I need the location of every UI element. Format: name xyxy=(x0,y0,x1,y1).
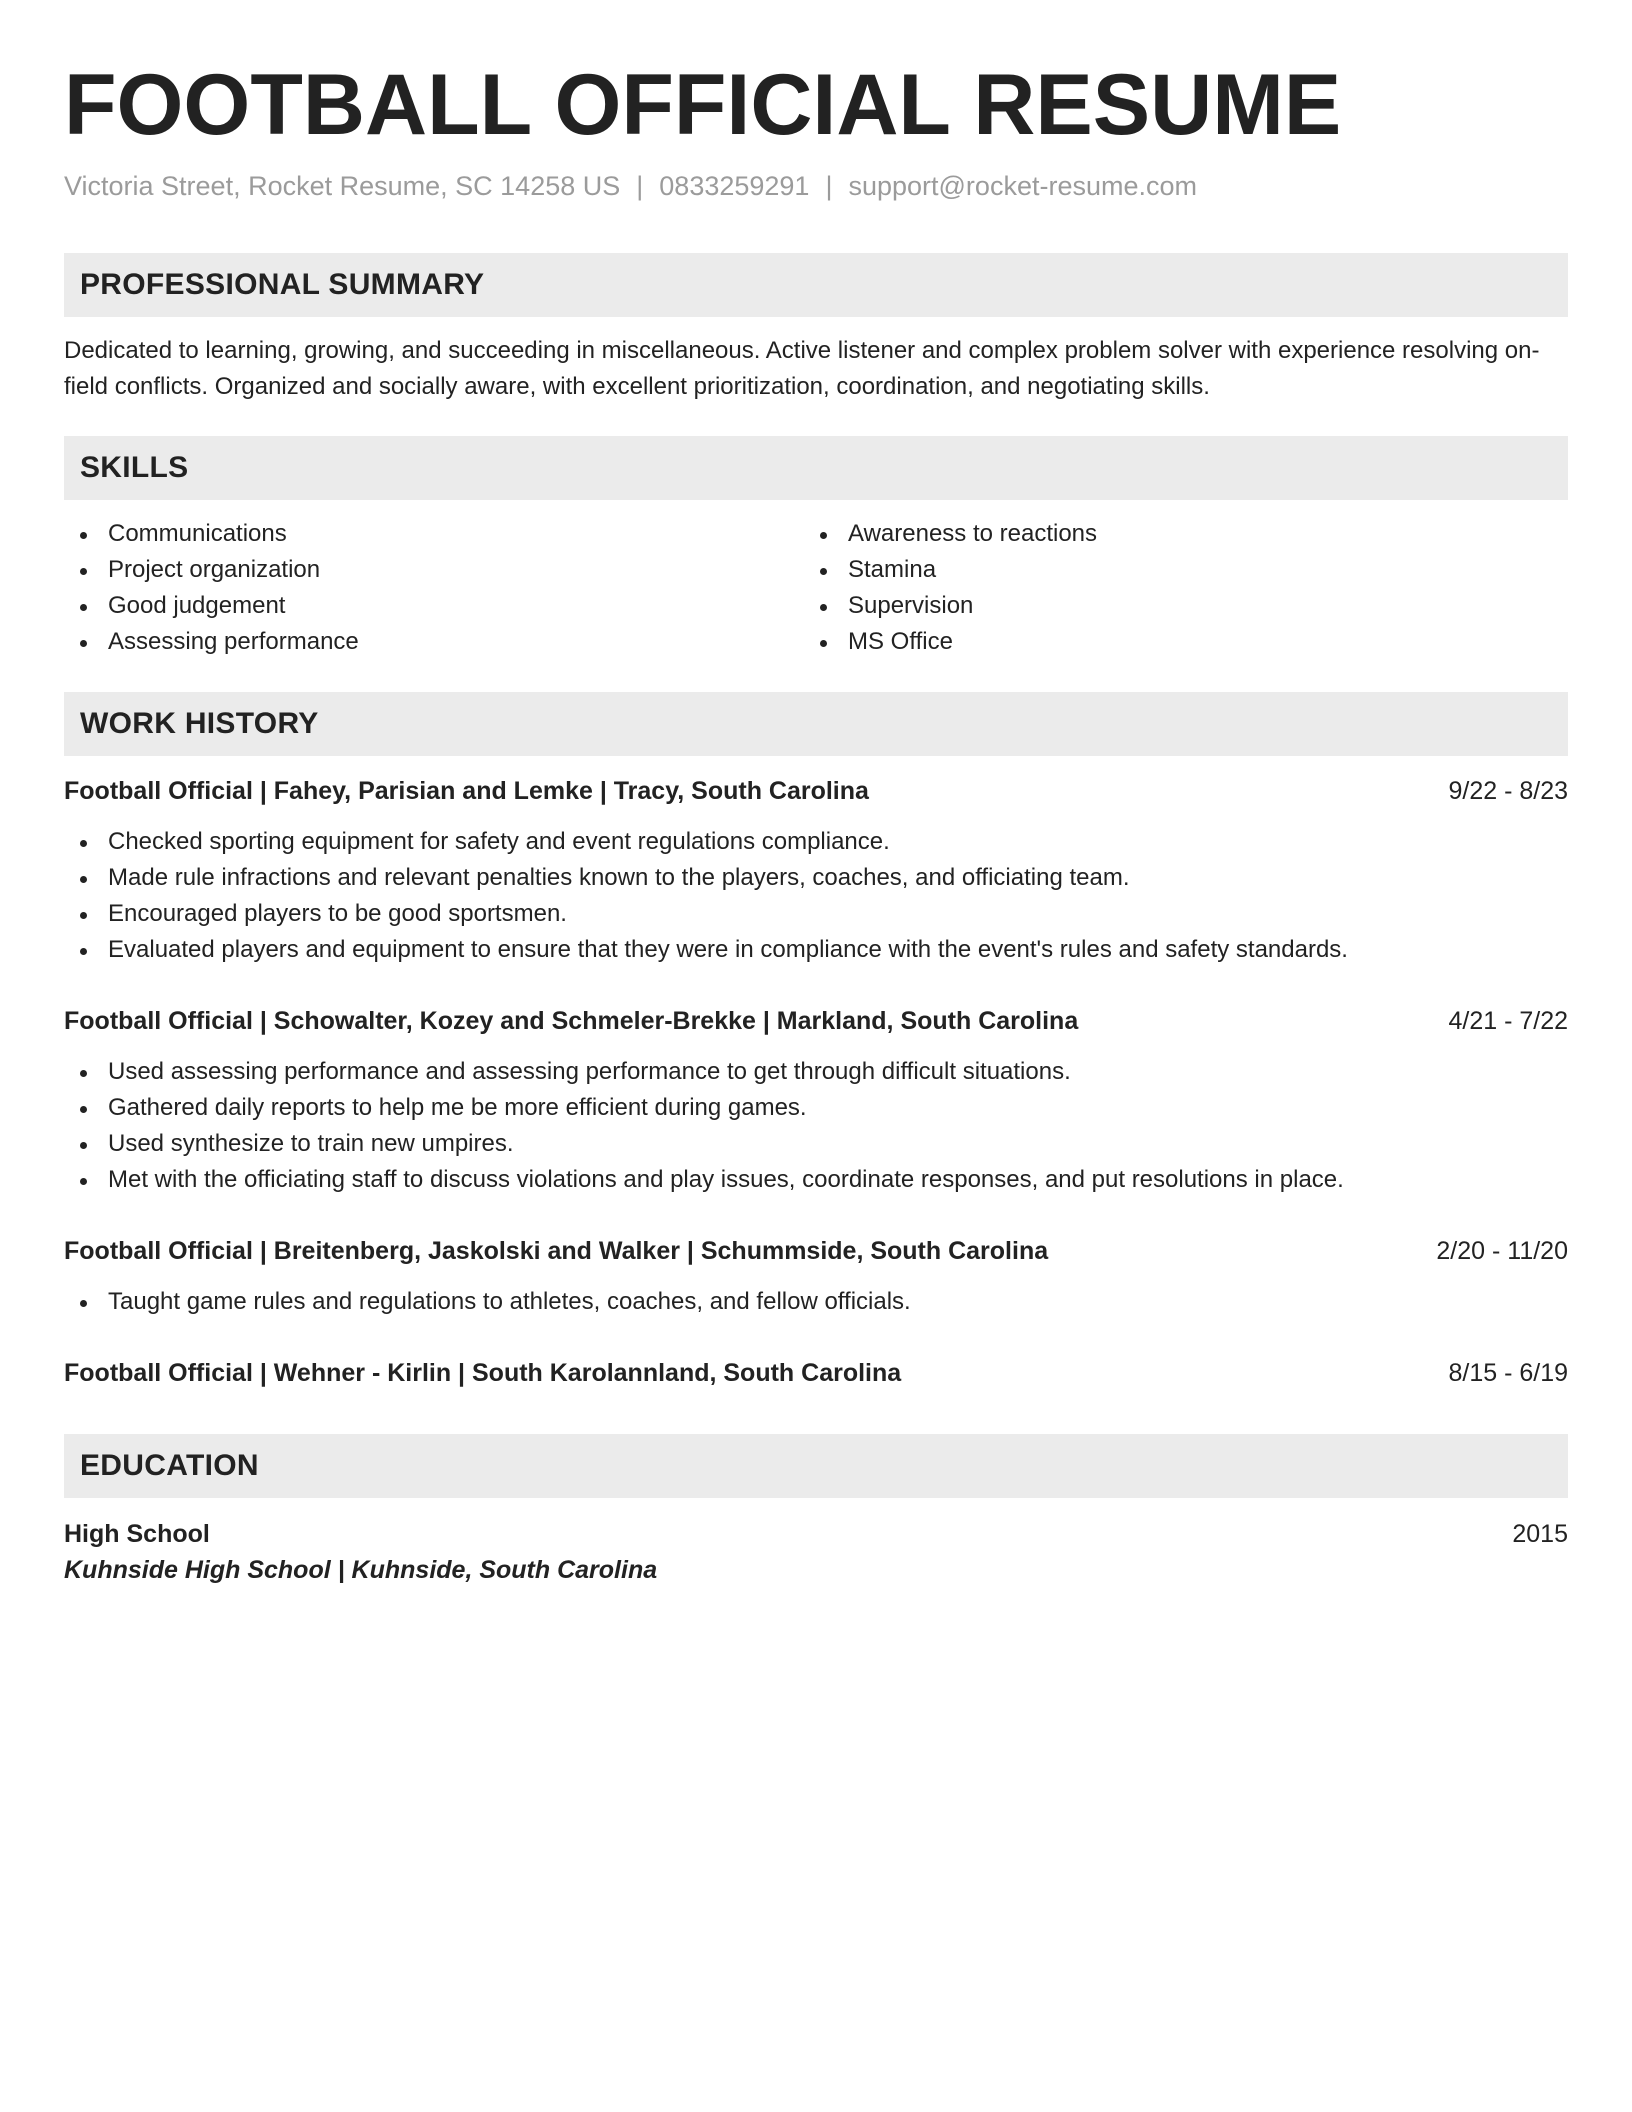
job-duty: Met with the officiating staff to discuss violations and play issues, coordinate responses, and put resolutions in place. xyxy=(64,1162,1568,1198)
skill-item: Supervision xyxy=(804,588,1568,624)
job-dates: 9/22 - 8/23 xyxy=(1448,777,1568,805)
education-degree: High School xyxy=(64,1520,210,1548)
contact-separator: | xyxy=(825,171,833,201)
job-header xyxy=(64,1234,1568,1268)
job-entry xyxy=(64,1356,1568,1390)
job-header xyxy=(64,1356,1568,1390)
education-header xyxy=(64,1516,1568,1552)
resume-header xyxy=(64,56,1568,203)
education-entry xyxy=(64,1516,1568,1588)
section-header-summary: PROFESSIONAL SUMMARY xyxy=(64,253,1568,317)
summary-text: Dedicated to learning, growing, and succeeding in miscellaneous. Active listener and complex problem solver with experience resolving on-field conflicts. Organized and socially aware, with excellent prioritization, coordination, and negotiating skills. xyxy=(64,337,1540,400)
job-duty: Used synthesize to train new umpires. xyxy=(64,1126,1568,1162)
contact-separator: | xyxy=(636,171,644,201)
job-duty: Made rule infractions and relevant penalties known to the players, coaches, and officiating team. xyxy=(64,860,1568,896)
job-duties xyxy=(64,1054,1568,1198)
skill-item: Communications xyxy=(64,516,804,552)
job-duty: Encouraged players to be good sportsmen. xyxy=(64,896,1568,932)
skills-list xyxy=(64,516,1568,660)
job-duties xyxy=(64,1284,1568,1320)
job-title: Football Official | Schowalter, Kozey and Schmeler-Brekke | Markland, South Carolina xyxy=(64,1007,1079,1035)
job-title: Football Official | Wehner - Kirlin | South Karolannland, South Carolina xyxy=(64,1359,902,1387)
skill-item: MS Office xyxy=(804,624,1568,660)
skill-item: Awareness to reactions xyxy=(804,516,1568,552)
job-header xyxy=(64,774,1568,808)
job-title: Football Official | Fahey, Parisian and Lemke | Tracy, South Carolina xyxy=(64,777,869,805)
education-school: Kuhnside High School | Kuhnside, South Carolina xyxy=(64,1556,658,1584)
job-duty: Evaluated players and equipment to ensure that they were in compliance with the event's rules and safety standards. xyxy=(64,932,1568,968)
skill-item: Project organization xyxy=(64,552,804,588)
job-dates: 2/20 - 11/20 xyxy=(1436,1237,1568,1265)
education-year: 2015 xyxy=(1512,1520,1568,1548)
resume-title: FOOTBALL OFFICIAL RESUME xyxy=(64,57,1342,153)
contact-phone: 0833259291 xyxy=(659,171,810,201)
job-header xyxy=(64,1004,1568,1038)
job-duty: Taught game rules and regulations to athletes, coaches, and fellow officials. xyxy=(64,1284,1568,1320)
skill-item: Stamina xyxy=(804,552,1568,588)
job-entry xyxy=(64,1234,1568,1320)
section-header-work-history: WORK HISTORY xyxy=(64,692,1568,756)
job-duties xyxy=(64,824,1568,968)
job-dates: 8/15 - 6/19 xyxy=(1448,1359,1568,1387)
job-dates: 4/21 - 7/22 xyxy=(1448,1007,1568,1035)
job-duty: Used assessing performance and assessing performance to get through difficult situations. xyxy=(64,1054,1568,1090)
contact-address: Victoria Street, Rocket Resume, SC 14258 US xyxy=(64,171,621,201)
section-header-skills: SKILLS xyxy=(64,436,1568,500)
job-duty: Checked sporting equipment for safety and event regulations compliance. xyxy=(64,824,1568,860)
job-title: Football Official | Breitenberg, Jaskolski and Walker | Schummside, South Carolina xyxy=(64,1237,1049,1265)
section-header-education: EDUCATION xyxy=(64,1434,1568,1498)
skills-column-left xyxy=(64,516,804,660)
contact-email: support@rocket-resume.com xyxy=(848,171,1197,201)
contact-line xyxy=(64,169,1568,203)
job-duty: Gathered daily reports to help me be more efficient during games. xyxy=(64,1090,1568,1126)
job-entry xyxy=(64,774,1568,968)
skill-item: Good judgement xyxy=(64,588,804,624)
skill-item: Assessing performance xyxy=(64,624,804,660)
job-entry xyxy=(64,1004,1568,1198)
skills-column-right xyxy=(804,516,1568,660)
